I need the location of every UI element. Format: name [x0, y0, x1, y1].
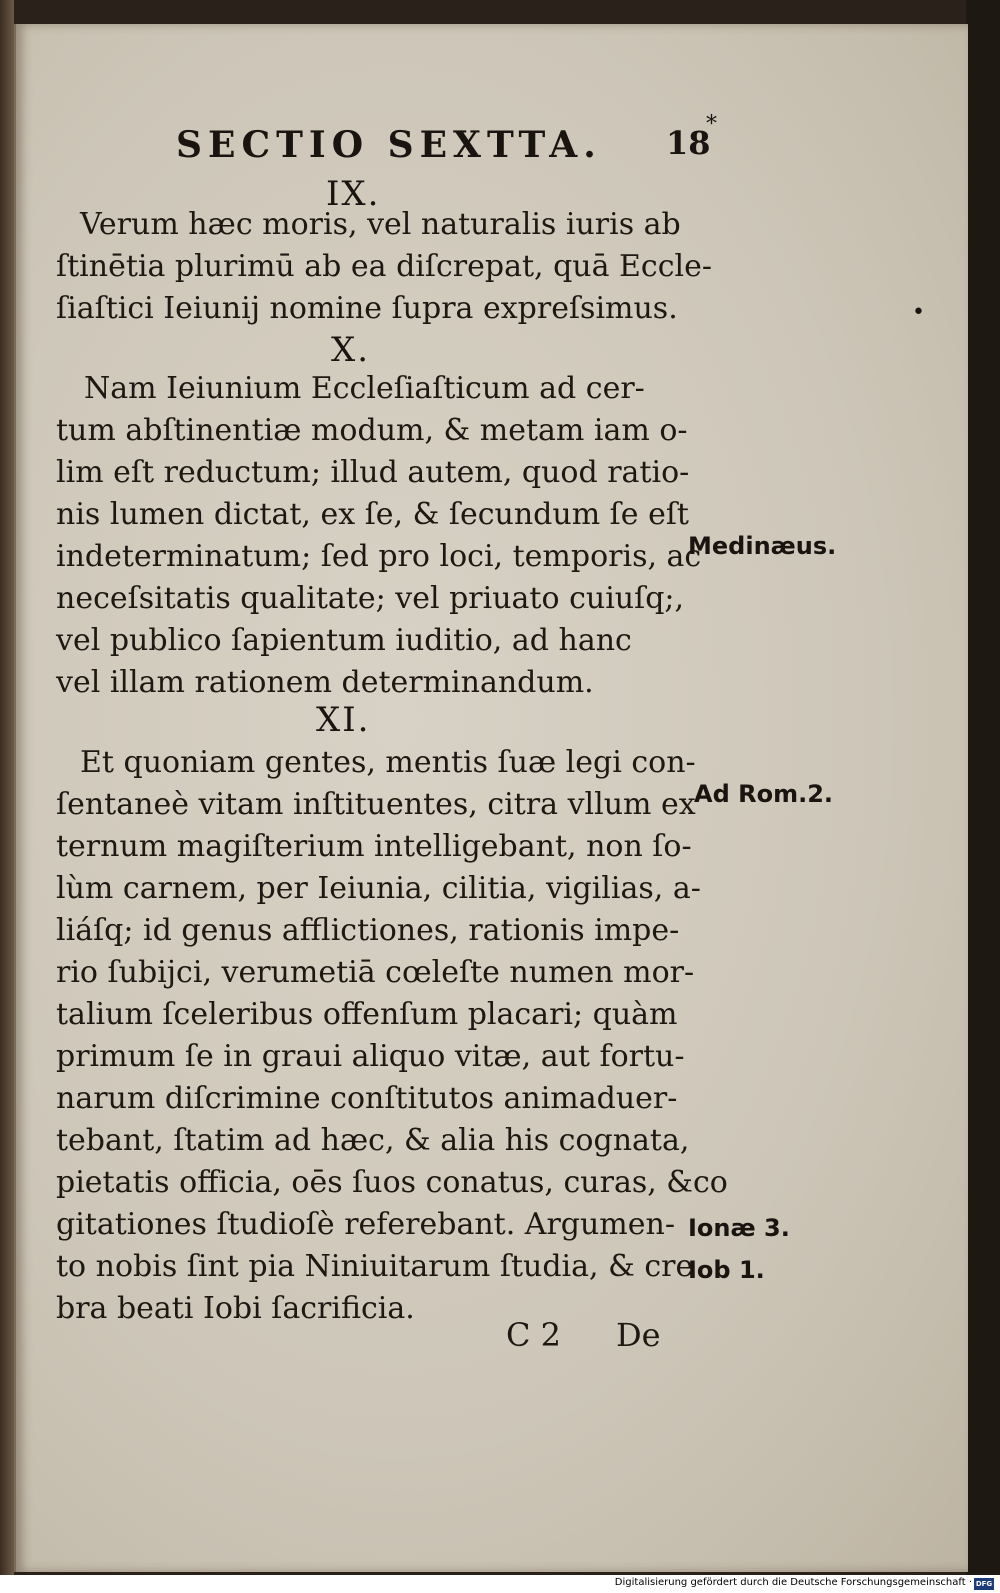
text-line: bra beati Iobi ſacrificia.: [56, 1291, 415, 1326]
marginal-note-ad-rom: Ad Rom.2.: [694, 780, 834, 808]
marginal-note-ionae: Ionæ 3.: [688, 1214, 790, 1242]
running-title: SECTIO SEXTTA.: [176, 124, 602, 166]
text-line: Nam Ieiunium Eccleſiaſticum ad cer-: [84, 371, 645, 406]
text-line: tum abſtinentiæ modum, & metam iam o-: [56, 413, 688, 448]
signature-mark: C 2: [506, 1316, 562, 1354]
text-line: indeterminatum; ſed pro loci, temporis, ac: [56, 539, 702, 574]
text-line: tebant, ſtatim ad hæc, & alia his cognata,: [56, 1123, 690, 1158]
section-ix-text: [56, 204, 713, 330]
text-line: ſtinētia plurimū ab ea diſcrepat, quā Eccle-: [56, 249, 713, 284]
folio-number: 18: [666, 124, 711, 162]
section-x-text: [56, 368, 706, 704]
text-line: vel illam rationem determinandum.: [56, 665, 594, 700]
text-line: ſiaſtici Ieiunij nomine ſupra expreſsimus.: [56, 291, 678, 326]
text-line: liáſq; id genus afflictiones, rationis impe-: [56, 913, 680, 948]
scan-background: [966, 0, 1000, 1593]
text-line: narum diſcrimine conſtitutos animaduer-: [56, 1081, 678, 1116]
text-line: talium ſceleribus offenſum placari; quàm: [56, 997, 678, 1032]
dfg-logo: DFG: [975, 1580, 993, 1588]
text-line: primum ſe in graui aliquo vitæ, aut fortu-: [56, 1039, 685, 1074]
text-line: neceſsitatis qualitate; vel priuato cuiuſq;,: [56, 581, 685, 616]
text-line: ternum magiſterium intelligebant, non ſo-: [56, 829, 692, 864]
section-number-ix: IX.: [326, 174, 381, 214]
section-number-x: X.: [331, 330, 371, 370]
catchword: De: [616, 1316, 661, 1354]
text-line: Verum hæc moris, vel naturalis iuris ab: [80, 207, 681, 242]
footer-credit: Digitalisierung gefördert durch die Deutsche Forschungsgemeinschaft ·: [614, 1577, 972, 1588]
book-binding-edge: [0, 0, 14, 1593]
folio-asterisk: *: [706, 112, 717, 137]
marginal-note-medinaeus: Medinæus.: [688, 532, 837, 560]
text-line: Et quoniam gentes, mentis ſuæ legi con-: [80, 745, 696, 780]
section-number-xi: XI.: [316, 700, 371, 740]
text-line: vel publico ſapientum iuditio, ad hanc: [56, 623, 632, 658]
text-line: lùm carnem, per Ieiunia, cilitia, vigilias, a-: [56, 871, 701, 906]
text-line: to nobis ſint pia Niniuitarum ſtudia, & cre: [56, 1249, 694, 1284]
text-line: pietatis officia, oēs ſuos conatus, curas, &co: [56, 1165, 728, 1200]
text-line: ſentaneè vitam inſtituentes, citra vllum ex: [56, 787, 696, 822]
digitization-footer: [0, 1575, 1000, 1593]
text-line: nis lumen dictat, ex ſe, & ſecundum ſe eſt: [56, 497, 689, 532]
marginal-note-iob: Iob 1.: [688, 1256, 765, 1284]
book-page: [14, 24, 968, 1572]
text-line: gitationes ſtudioſè referebant. Argumen-: [56, 1207, 675, 1242]
text-line: lim eſt reductum; illud autem, quod ratio-: [56, 455, 690, 490]
ink-speck: •: [912, 300, 925, 325]
text-line: rio ſubijci, verumetiā cœleſte numen mor-: [56, 955, 695, 990]
